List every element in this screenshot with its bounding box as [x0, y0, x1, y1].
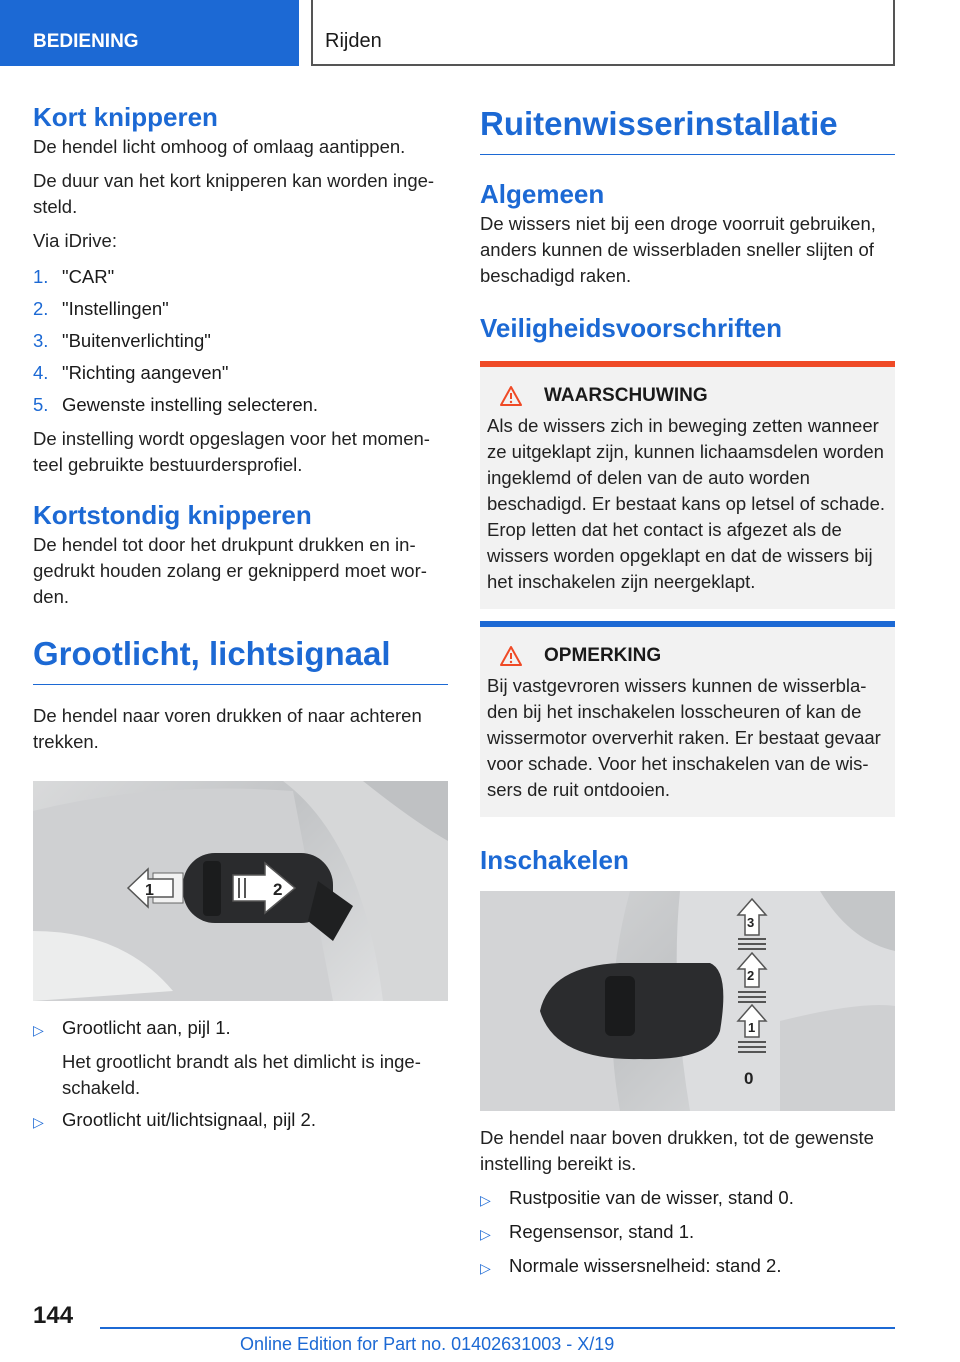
footer-divider — [100, 1327, 895, 1329]
note-callout — [480, 621, 895, 817]
left-column — [33, 100, 448, 1141]
heading-kortstondig: Kortstondig knipperen — [33, 500, 312, 530]
list-item: 3. "Buitenverlichting" — [33, 330, 211, 351]
heading-veiligheid: Veiligheidsvoorschriften — [480, 313, 782, 343]
list-item: ▷ Grootlicht aan, pijl 1. — [33, 1015, 448, 1043]
warning-text: Als de wissers zich in beweging zetten wanneer ze uitgeklapt zijn, kunnen lichaamsdelen worden ingeklemd of delen van de auto worden beschadigd. Er bestaat kans op letsel of schade. Erop letten dat het contact is afgezet als de wissers worden opgeklapt en dat de wissers bij het inschakelen zijn neergeklapt. — [487, 415, 886, 592]
right-column — [480, 102, 895, 1287]
list-item: ▷ Grootlicht uit/lichtsignaal, pijl 2. — [33, 1107, 448, 1135]
list-item: 4. "Richting aangeven" — [33, 362, 229, 383]
list-item-detail: Het grootlicht brandt als het dimlicht is ingeschakeld. — [62, 1051, 421, 1098]
paragraph: De hendel naar boven drukken, tot de gewenste instelling bereikt is. — [480, 1127, 874, 1174]
heading-ruitenwisser: Ruitenwisserinstallatie — [480, 102, 895, 155]
footer-edition: Online Edition for Part no. 01402631003 - X/19 — [240, 1334, 615, 1354]
triangle-bullet-icon: ▷ — [33, 1114, 44, 1130]
paragraph: De hendel tot door het drukpunt drukken en ingedrukt houden zolang er geknipperd moet worden. — [33, 534, 427, 607]
step-list — [33, 264, 448, 418]
paragraph: Via iDrive: — [33, 230, 117, 251]
warning-triangle-icon — [499, 645, 523, 667]
note-title: OPMERKING — [544, 645, 662, 666]
list-item: 2. "Instellingen" — [33, 298, 169, 319]
warning-title: WAARSCHUWING — [544, 385, 708, 406]
list-item: ▷ Normale wissersnelheid: stand 2. — [480, 1253, 895, 1281]
paragraph: De hendel naar voren drukken of naar achteren trekken. — [33, 705, 422, 752]
triangle-bullet-icon: ▷ — [480, 1260, 491, 1276]
triangle-bullet-icon: ▷ — [33, 1022, 44, 1038]
warning-callout — [480, 361, 895, 609]
note-text: Bij vastgevroren wissers kunnen de wisserbladen bij het inschakelen losscheuren of kan de wissermotor oververhit raken. Er bestaat gevaar voor schade. Voor het inschakelen van de wissers de ruit ontdooien. — [487, 675, 881, 800]
list-item: 1. "CAR" — [33, 266, 115, 287]
chapter-title: Rijden — [311, 0, 895, 66]
warning-triangle-icon — [499, 385, 523, 407]
paragraph: De hendel licht omhoog of omlaag aantippen. — [33, 136, 406, 157]
fig-label-1: 1 — [748, 1020, 756, 1035]
bullet-list — [480, 1185, 895, 1281]
page-number: 144 — [33, 1302, 74, 1329]
wiper-lever-illustration — [480, 891, 895, 1111]
triangle-bullet-icon: ▷ — [480, 1192, 491, 1208]
list-item: ▷ Rustpositie van de wisser, stand 0. — [480, 1185, 895, 1213]
list-item: 5. Gewenste instelling selecteren. — [33, 394, 319, 415]
fig-label-3: 3 — [747, 915, 755, 930]
paragraph: De wissers niet bij een droge voorruit gebruiken, anders kunnen de wisserbladen sneller slijten of beschadigd raken. — [480, 213, 876, 286]
list-item: ▷ Regensensor, stand 1. — [480, 1219, 895, 1247]
triangle-bullet-icon: ▷ — [480, 1226, 491, 1242]
heading-kort-knipperen: Kort knipperen — [33, 102, 218, 132]
bullet-list — [33, 1015, 448, 1135]
page-header — [0, 0, 960, 66]
heading-algemeen: Algemeen — [480, 179, 605, 209]
fig-label-1: 1 — [145, 882, 154, 899]
figure-wiper-lever — [480, 891, 895, 1111]
fig-label-2: 2 — [747, 968, 755, 983]
heading-inschakelen: Inschakelen — [480, 845, 629, 875]
figure-lever-headlight — [33, 781, 448, 1001]
heading-grootlicht: Grootlicht, lichtsignaal — [33, 632, 448, 685]
paragraph: De instelling wordt opgeslagen voor het momenteel gebruikte bestuurdersprofiel. — [33, 428, 430, 475]
paragraph: De duur van het kort knipperen kan worden ingesteld. — [33, 170, 435, 217]
section-tab: BEDIENING — [0, 0, 299, 66]
lever-illustration — [33, 781, 448, 1001]
fig-label-0: 0 — [744, 1069, 754, 1088]
fig-label-2: 2 — [273, 880, 283, 899]
